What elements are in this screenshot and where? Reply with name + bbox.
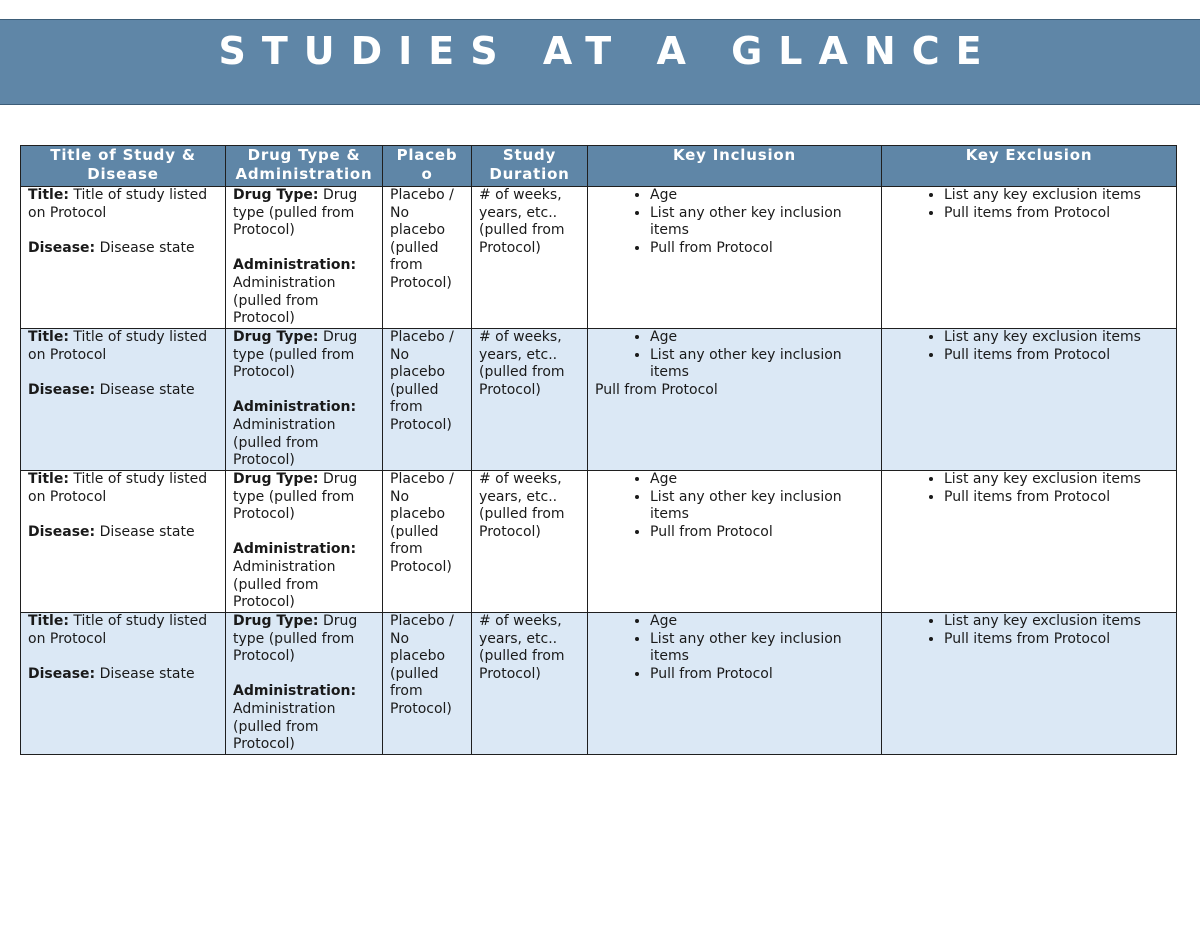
inclusion-item: • Age [650, 471, 874, 489]
disease-state: Disease state [99, 239, 195, 256]
exclusion-item: • List any key exclusion items [944, 187, 1169, 205]
administration-label: Administration: [233, 399, 357, 416]
study-title: Title of study listed on Protocol [28, 613, 208, 647]
disease-state: Disease state [99, 381, 195, 398]
cell-key-inclusion [588, 329, 882, 471]
drug-type-label: Drug Type: [233, 613, 319, 629]
administration-label: Administration: [233, 683, 357, 700]
cell-key-inclusion [588, 471, 882, 613]
cell-key-exclusion [882, 187, 1177, 329]
administration: Administration (pulled from Protocol) [233, 274, 336, 327]
header-drug-administration: Drug Type & Administration [226, 146, 383, 187]
exclusion-item: • List any key exclusion items [944, 471, 1169, 489]
cell-drug-administration [226, 329, 383, 471]
administration: Administration (pulled from Protocol) [233, 558, 336, 611]
table-row [21, 471, 1177, 613]
cell-placebo: Placebo / No placebo (pulled from Protocol) [383, 613, 472, 755]
disease-label: Disease: [28, 239, 96, 256]
inclusion-item: • Age [650, 329, 874, 347]
inclusion-plain-item: Pull from Protocol [595, 381, 718, 398]
administration-label: Administration: [233, 541, 357, 558]
cell-title-disease [21, 471, 226, 613]
disease-label: Disease: [28, 523, 96, 540]
header-study-duration: Study Duration [472, 146, 588, 187]
cell-title-disease [21, 613, 226, 755]
cell-key-exclusion [882, 613, 1177, 755]
header-placebo: Placeb o [383, 146, 472, 187]
header-title-disease: Title of Study & Disease [21, 146, 226, 187]
cell-key-inclusion [588, 613, 882, 755]
exclusion-item: • Pull items from Protocol [944, 489, 1169, 507]
exclusion-item: • List any key exclusion items [944, 329, 1169, 347]
cell-key-exclusion [882, 471, 1177, 613]
title-label: Title: [28, 613, 69, 629]
disease-label: Disease: [28, 381, 96, 398]
drug-type-label: Drug Type: [233, 471, 319, 487]
header-key-inclusion: Key Inclusion [588, 146, 882, 187]
disease-state: Disease state [99, 665, 195, 682]
exclusion-item: • Pull items from Protocol [944, 205, 1169, 223]
drug-type-label: Drug Type: [233, 329, 319, 345]
cell-title-disease [21, 187, 226, 329]
drug-type-label: Drug Type: [233, 187, 319, 203]
cell-drug-administration [226, 613, 383, 755]
table-row [21, 187, 1177, 329]
cell-placebo: Placebo / No placebo (pulled from Protocol) [383, 329, 472, 471]
drug-type: Drug type (pulled from Protocol) [233, 613, 358, 665]
disease-label: Disease: [28, 665, 96, 682]
administration: Administration (pulled from Protocol) [233, 416, 336, 469]
inclusion-item: • Pull from Protocol [650, 240, 874, 258]
title-banner [0, 19, 1200, 105]
study-title: Title of study listed on Protocol [28, 187, 208, 221]
cell-study-duration: # of weeks, years, etc.. (pulled from Protocol) [472, 187, 588, 329]
drug-type: Drug type (pulled from Protocol) [233, 471, 358, 523]
cell-drug-administration [226, 471, 383, 613]
page-title: STUDIES AT A GLANCE [218, 29, 998, 73]
cell-drug-administration [226, 187, 383, 329]
inclusion-item: • List any other key inclusion items [650, 631, 874, 666]
title-label: Title: [28, 471, 69, 487]
inclusion-item: • List any other key inclusion items [650, 205, 874, 240]
cell-study-duration: # of weeks, years, etc.. (pulled from Protocol) [472, 471, 588, 613]
administration: Administration (pulled from Protocol) [233, 700, 336, 753]
inclusion-item: • List any other key inclusion items [650, 347, 874, 382]
table-header-row [21, 146, 1177, 187]
cell-key-exclusion [882, 329, 1177, 471]
cell-placebo: Placebo / No placebo (pulled from Protocol) [383, 187, 472, 329]
study-title: Title of study listed on Protocol [28, 471, 208, 505]
cell-title-disease [21, 329, 226, 471]
inclusion-item: • Age [650, 187, 874, 205]
cell-placebo: Placebo / No placebo (pulled from Protocol) [383, 471, 472, 613]
title-label: Title: [28, 187, 69, 203]
disease-state: Disease state [99, 523, 195, 540]
cell-study-duration: # of weeks, years, etc.. (pulled from Protocol) [472, 329, 588, 471]
title-label: Title: [28, 329, 69, 345]
inclusion-item: • Pull from Protocol [650, 524, 874, 542]
administration-label: Administration: [233, 257, 357, 274]
table-row [21, 329, 1177, 471]
exclusion-item: • List any key exclusion items [944, 613, 1169, 631]
inclusion-item: • Age [650, 613, 874, 631]
exclusion-item: • Pull items from Protocol [944, 347, 1169, 365]
study-title: Title of study listed on Protocol [28, 329, 208, 363]
drug-type: Drug type (pulled from Protocol) [233, 329, 358, 381]
inclusion-item: • Pull from Protocol [650, 666, 874, 684]
inclusion-item: • List any other key inclusion items [650, 489, 874, 524]
cell-study-duration: # of weeks, years, etc.. (pulled from Protocol) [472, 613, 588, 755]
header-key-exclusion: Key Exclusion [882, 146, 1177, 187]
exclusion-item: • Pull items from Protocol [944, 631, 1169, 649]
drug-type: Drug type (pulled from Protocol) [233, 187, 358, 239]
studies-table [20, 145, 1177, 755]
table-row [21, 613, 1177, 755]
cell-key-inclusion [588, 187, 882, 329]
